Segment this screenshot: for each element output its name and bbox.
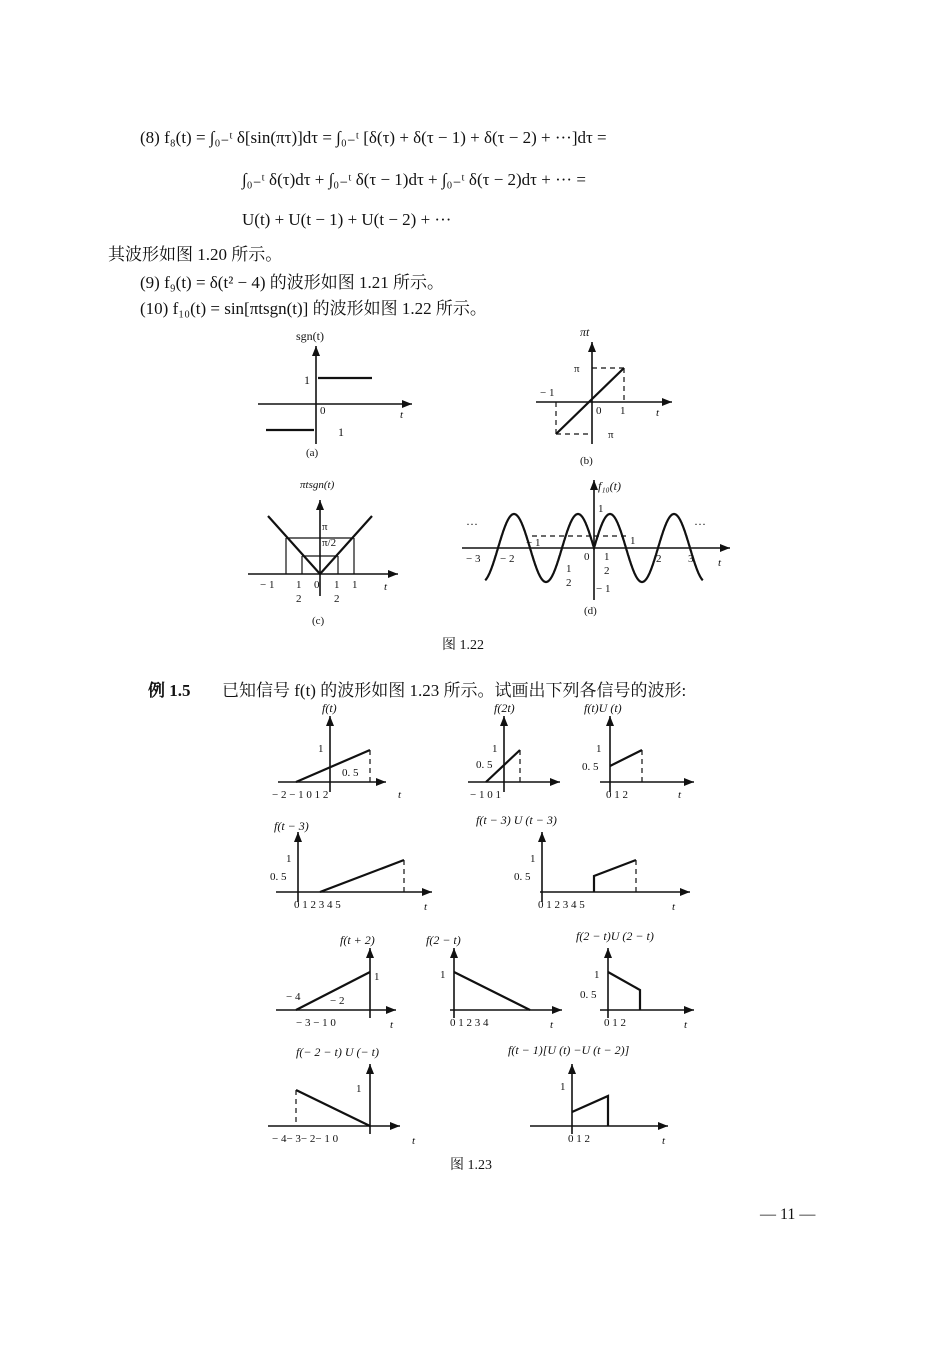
fig122-c-tick-half: 1	[334, 579, 340, 591]
fig122-a-zero: 0	[320, 405, 326, 417]
fig123-f-2t-title: f(2t)	[494, 701, 515, 715]
fig123-f-t2-m2: − 2	[330, 995, 345, 1007]
fig123-f-m2mt-t: t	[412, 1135, 416, 1147]
fig123-f-2mt-ticks: 0 1 2 3 4	[450, 1017, 489, 1029]
fig122-a-title: sgn(t)	[296, 329, 324, 343]
fig123-f-2mt-t: t	[550, 1019, 554, 1031]
fig122-d-t: t	[718, 557, 722, 569]
fig122-c-tick-0: 0	[314, 579, 320, 591]
fig122-c-sub: (c)	[312, 615, 325, 627]
fig122-d-3: 3	[688, 553, 694, 565]
fig122-c-plot	[248, 479, 398, 627]
fig123-f-tU-ticks: 0 1 2	[606, 789, 628, 801]
fig122-d-plot	[462, 479, 730, 617]
fig123-f-t2-one: 1	[374, 971, 380, 983]
fig123-f-2t	[468, 701, 560, 801]
fig122-d-m3: − 3	[466, 553, 481, 565]
fig122-c-tick-mhalf: 1	[296, 579, 302, 591]
page-number: — 11 —	[760, 1206, 816, 1223]
fig122-b-zero: 0	[596, 405, 602, 417]
text-item-9: (9) f₉(t) = δ(t² − 4) 的波形如图 1.21 所示。	[140, 273, 445, 292]
fig123-f-tU-one: 1	[596, 743, 602, 755]
fig123-f-t-title: f(t)	[322, 701, 337, 715]
fig123-caption: 图 1.23	[450, 1158, 492, 1173]
fig123-f-2mtU-ticks: 0 1 2	[604, 1017, 626, 1029]
fig122-d-neg1: − 1	[596, 583, 611, 595]
fig123-f-t3U-one: 1	[530, 853, 536, 865]
fig122-c-pi: π	[322, 521, 328, 533]
fig123-f-t3U-t: t	[672, 901, 676, 913]
fig122-c-t: t	[384, 581, 388, 593]
fig123-f-t3U	[476, 813, 690, 913]
fig123-f-t3U-ticks: 0 1 2 3 4 5	[538, 899, 585, 911]
fig122-b-t: t	[656, 407, 660, 419]
fig123-f-t	[272, 701, 402, 801]
equation-8-line2: ∫₀₋ᵗ δ(τ)dτ + ∫₀₋ᵗ δ(τ − 1)dτ + ∫₀₋ᵗ δ(τ − 2)dτ + ··· =	[242, 170, 586, 189]
fig122-d-zero: 0	[584, 551, 590, 563]
fig122-c-pihalf: π/2	[322, 537, 337, 549]
fig122-c-title: πtsgn(t)	[300, 479, 335, 491]
example-label: 例 1.5	[148, 681, 191, 700]
fig122-b-neg1: − 1	[540, 387, 555, 399]
fig122-a-t: t	[400, 409, 404, 421]
fig122-d-neghalf: 1	[566, 563, 572, 575]
fig123-f-m2mt	[268, 1045, 416, 1147]
fig123-f-t1	[508, 1043, 668, 1147]
fig123-f-2mtU-title: f(2 − t)U (2 − t)	[576, 929, 654, 943]
fig123-f-t-ticks: − 2 − 1 0 1 2	[272, 789, 329, 801]
fig123-f-m2mt-title: f(− 2 − t) U (− t)	[296, 1045, 379, 1059]
fig123-f-2mt-title: f(2 − t)	[426, 933, 461, 947]
fig123-f-t1-one: 1	[560, 1081, 566, 1093]
fig122-d-2: 2	[656, 553, 662, 565]
fig123-f-2t-half: 0. 5	[476, 759, 493, 771]
fig123-f-t1-title: f(t − 1)[U (t) −U (t − 2)]	[508, 1043, 630, 1057]
fig123-f-t3-half: 0. 5	[270, 871, 287, 883]
fig123-f-2mt	[426, 933, 562, 1031]
fig122-d-half: 1	[604, 551, 610, 563]
fig122-b-title: πt	[580, 325, 590, 339]
fig123-f-t3-title: f(t − 3)	[274, 819, 309, 833]
fig123-f-t2-m4: − 4	[286, 991, 301, 1003]
fig122-b-one: 1	[620, 405, 626, 417]
fig122-b-pi: π	[574, 363, 580, 375]
fig122-c-tick-half-den: 2	[334, 593, 340, 605]
fig123-f-t2	[276, 933, 396, 1031]
fig122-a-sub: (a)	[306, 447, 319, 459]
fig122-d-sub: (d)	[584, 605, 597, 617]
fig123-f-tU-half: 0. 5	[582, 761, 599, 773]
fig123-f-t3-ticks: 0 1 2 3 4 5	[294, 899, 341, 911]
fig122-caption: 图 1.22	[442, 638, 484, 653]
fig122-a-label-1: 1	[304, 373, 310, 387]
fig123-f-t3-t: t	[424, 901, 428, 913]
fig123-f-t1-t: t	[662, 1135, 666, 1147]
text-item-10: (10) f₁₀(t) = sin[πtsgn(t)] 的波形如图 1.22 所示。	[140, 299, 487, 318]
fig123-f-t-one: 1	[318, 743, 324, 755]
fig123-f-2t-one: 1	[492, 743, 498, 755]
fig123-f-t2-title: f(t + 2)	[340, 933, 375, 947]
fig123-f-tU-title: f(t)U (t)	[584, 701, 622, 715]
fig122-d-m2: − 2	[500, 553, 515, 565]
fig123-f-t-half: 0. 5	[342, 767, 359, 779]
fig122-d-neghalf-den: 2	[566, 577, 572, 589]
fig122-d-dots-right: ···	[694, 517, 706, 531]
fig122-b-plot	[536, 325, 672, 467]
fig122-c-tick-1: 1	[352, 579, 358, 591]
fig122-a-plot	[258, 329, 412, 459]
fig123-f-2mt-one: 1	[440, 969, 446, 981]
fig123-f-t3	[270, 819, 432, 913]
fig122-a-label-neg1: 1	[338, 425, 344, 439]
fig123-f-m2mt-ticks: − 4− 3− 2− 1 0	[272, 1133, 339, 1145]
fig123-f-t3-one: 1	[286, 853, 292, 865]
fig122-c-tick-mhalf-den: 2	[296, 593, 302, 605]
fig122-b-sub: (b)	[580, 455, 593, 467]
equation-8-line1: (8) f₈(t) = ∫₀₋ᵗ δ[sin(πτ)]dτ = ∫₀₋ᵗ [δ(τ) + δ(τ − 1) + δ(τ − 2) + ···]dτ =	[140, 128, 607, 147]
text-waveform-1-20: 其波形如图 1.20 所示。	[108, 245, 283, 264]
fig123-f-2mtU-half: 0. 5	[580, 989, 597, 1001]
fig123-f-tU	[582, 701, 694, 801]
fig123-f-t2-ticks: − 3 − 1 0	[296, 1017, 336, 1029]
fig122-d-title: f₁₀(t)	[598, 479, 622, 493]
fig122-d-1: 1	[630, 535, 636, 547]
fig123-f-m2mt-one: 1	[356, 1083, 362, 1095]
fig123-f-2mtU	[576, 929, 694, 1031]
fig123-f-t2-t: t	[390, 1019, 394, 1031]
fig123-f-tU-t: t	[678, 789, 682, 801]
fig122-b-negpi: π	[608, 429, 614, 441]
fig123-f-t3U-title: f(t − 3) U (t − 3)	[476, 813, 557, 827]
fig123-f-t-t: t	[398, 789, 402, 801]
fig123-f-2mtU-t: t	[684, 1019, 688, 1031]
fig122-c-tick-m1: − 1	[260, 579, 275, 591]
fig122-d-dots-left: ···	[466, 517, 478, 531]
fig123-f-t3U-half: 0. 5	[514, 871, 531, 883]
fig123-f-2t-ticks: − 1 0 1	[470, 789, 501, 801]
example-text: 已知信号 f(t) 的波形如图 1.23 所示。试画出下列各信号的波形:	[222, 681, 687, 700]
equation-8-line3: U(t) + U(t − 1) + U(t − 2) + ···	[242, 210, 452, 229]
fig123-f-t1-ticks: 0 1 2	[568, 1133, 590, 1145]
fig122-d-half-den: 2	[604, 565, 610, 577]
fig123-f-2mtU-one: 1	[594, 969, 600, 981]
fig122-d-one: 1	[598, 503, 604, 515]
fig122-d-m1: − 1	[526, 537, 541, 549]
